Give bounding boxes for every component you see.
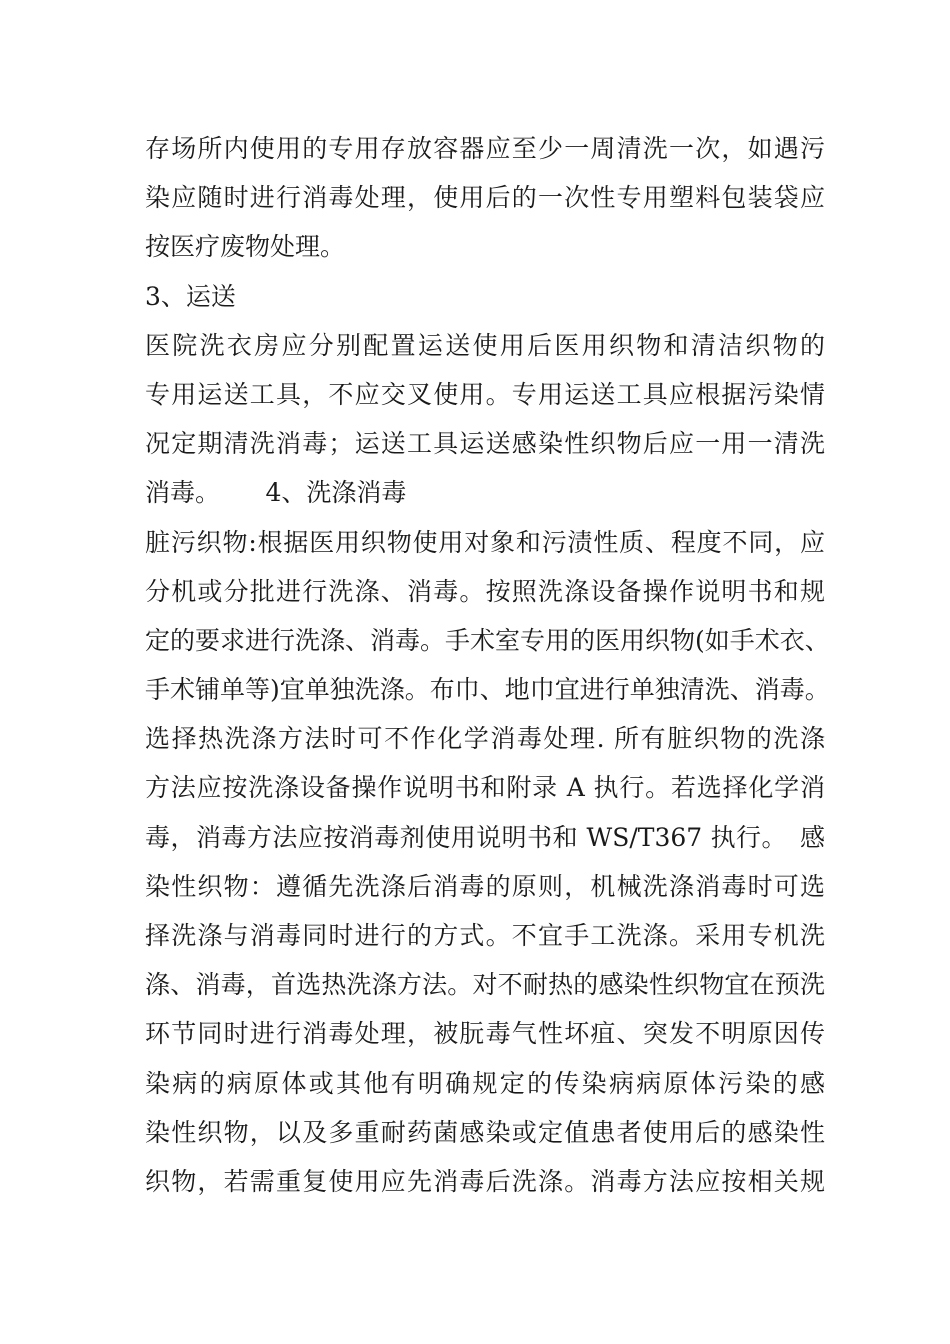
text-line: 染应随时进行消毒处理，使用后的一次性专用塑料包装袋应 bbox=[145, 183, 825, 213]
text-line: 分机或分批进行洗涤、消毒。按照洗涤设备操作说明书和规 bbox=[145, 576, 825, 606]
text-line: 涤、消毒，首选热洗涤方法。对不耐热的感染性织物宜在预洗 bbox=[145, 970, 825, 1000]
text-line: 染病的病原体或其他有明确规定的传染病病原体污染的感 bbox=[145, 1068, 825, 1098]
text-line: 况定期清洗消毒；运送工具运送感染性织物后应一用一清洗 bbox=[145, 429, 825, 459]
text-line: 医院洗衣房应分别配置运送使用后医用织物和清洁织物的 bbox=[145, 330, 825, 360]
text-line: 存场所内使用的专用存放容器应至少一周清洗一次，如遇污 bbox=[145, 134, 825, 163]
text-line: 染性织物：遵循先洗涤后消毒的原则，机械洗涤消毒时可选 bbox=[145, 871, 825, 901]
text-line: 环节同时进行消毒处理，被朊毒气性坏疽、突发不明原因传 bbox=[145, 1019, 825, 1049]
text-line: 方法应按洗涤设备操作说明书和附录 A 执行。若选择化学消 bbox=[145, 773, 825, 803]
text-line: 染性织物，以及多重耐药菌感染或定值患者使用后的感染性 bbox=[145, 1117, 825, 1147]
text-line: 消毒。 4、洗涤消毒 bbox=[145, 478, 407, 508]
text-line: 择洗涤与消毒同时进行的方式。不宜手工洗涤。采用专机洗 bbox=[145, 921, 825, 950]
text-line: 毒，消毒方法应按消毒剂使用说明书和 WS/T367 执行。 感 bbox=[145, 822, 825, 852]
text-line: 脏污织物:根据医用织物使用对象和污渍性质、程度不同，应 bbox=[145, 527, 825, 557]
text-line: 选择热洗涤方法时可不作化学消毒处理. 所有脏织物的洗涤 bbox=[145, 724, 825, 754]
text-line: 定的要求进行洗涤、消毒。手术室专用的医用织物(如手术衣、 bbox=[145, 625, 830, 655]
text-line: 织物，若需重复使用应先消毒后洗涤。消毒方法应按相关规 bbox=[145, 1166, 825, 1196]
text-line: 按医疗废物处理。 bbox=[145, 232, 346, 262]
text-line: 专用运送工具，不应交叉使用。专用运送工具应根据污染情 bbox=[145, 379, 825, 409]
text-line: 3、运送 bbox=[145, 281, 236, 311]
text-line: 手术铺单等)宜单独洗涤。布巾、地巾宜进行单独清洗、消毒。 bbox=[145, 675, 830, 705]
document-body bbox=[145, 124, 830, 1206]
